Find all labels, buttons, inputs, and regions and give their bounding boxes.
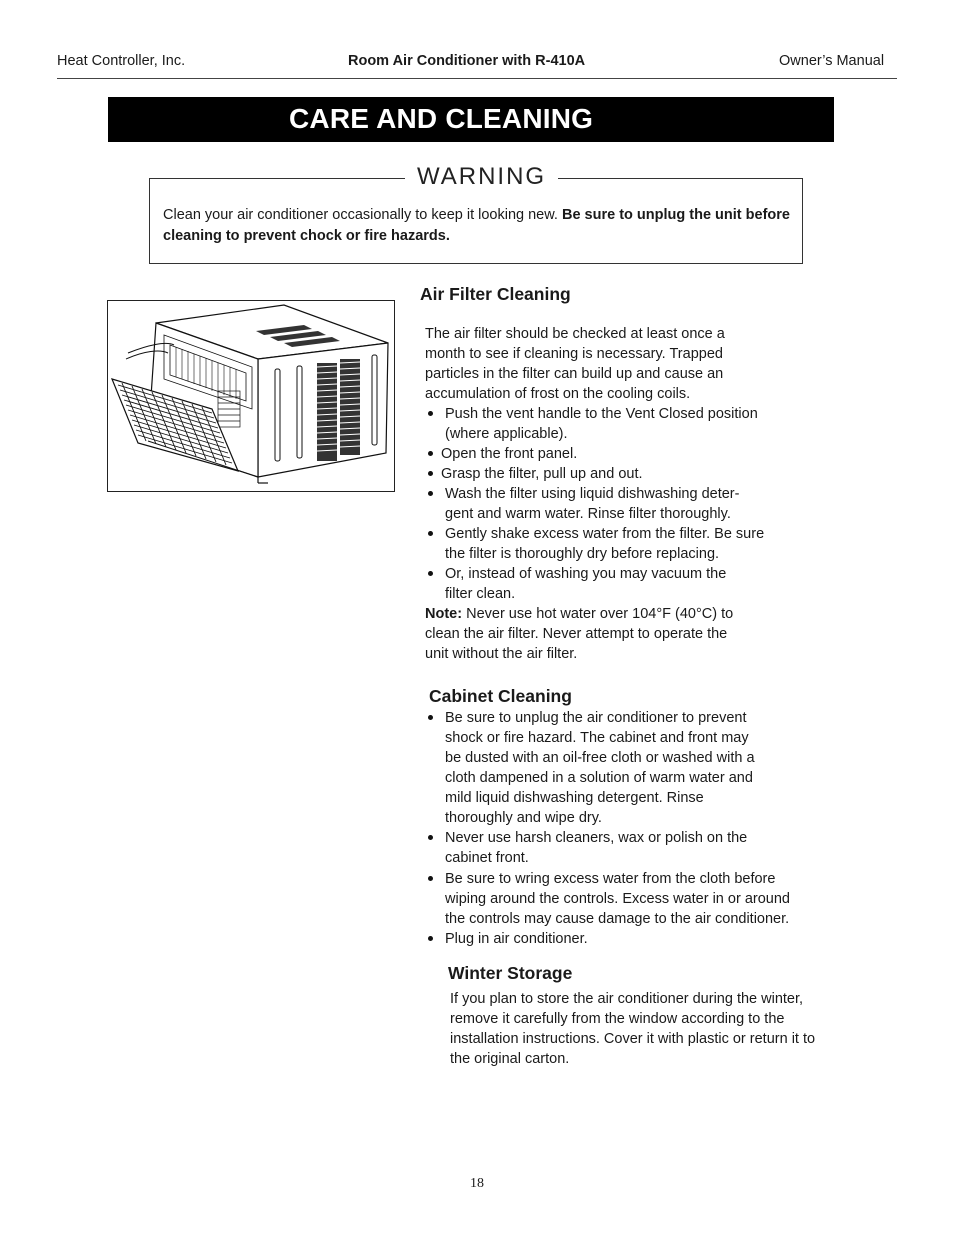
bullet-text: Gently shake excess water from the filter. Be sure the filter is thoroughly dry before replacing. (445, 526, 765, 562)
list-item (428, 484, 753, 524)
list-item (428, 708, 763, 828)
bullet-text: Grasp the filter, pull up and out. (441, 466, 643, 482)
list-item (428, 828, 763, 868)
header-manual-label: Owner’s Manual (779, 53, 885, 69)
bullet-icon (428, 835, 433, 840)
note-temperature: 104°F (40°C) (632, 606, 718, 622)
list-item (428, 404, 773, 444)
winter-storage-text: If you plan to store the air conditioner during the winter, remove it carefully from the window according to the installation instructions. Cover it with plastic or return it to the original carton. (450, 991, 816, 1067)
warning-body: Clean your air conditioner occasionally to keep it looking new. (163, 207, 562, 223)
list-item (428, 444, 773, 464)
section-banner (108, 97, 834, 142)
cabinet-heading: Cabinet Cleaning (429, 686, 572, 706)
note-text-1: Never use hot water over (462, 606, 633, 622)
bullet-icon (428, 936, 433, 941)
section-title: CARE AND CLEANING (289, 103, 594, 134)
list-item (428, 929, 808, 949)
bullet-icon (428, 411, 433, 416)
header-divider (57, 78, 897, 79)
air-conditioner-drawing (108, 301, 394, 491)
bullet-text: Never use harsh cleaners, wax or polish on the cabinet front. (445, 830, 748, 866)
bullet-icon (428, 491, 433, 496)
header-document-title: Room Air Conditioner with R-410A (348, 53, 586, 69)
list-item (428, 464, 773, 484)
note-label: Note: (425, 606, 463, 622)
bullet-icon (428, 715, 433, 720)
bullet-text: Plug in air conditioner. (445, 931, 588, 947)
air-filter-intro: The air filter should be checked at least once a month to see if cleaning is necessary. Trapped particles in the filter can build up and cause an accumulation of frost on the cooling coils. (425, 326, 725, 402)
header-company: Heat Controller, Inc. (57, 53, 186, 69)
bullet-text: Be sure to wring excess water from the cloth before wiping around the controls. Excess water in or around the controls may cause damage to the air conditioner. (445, 871, 790, 927)
list-item (428, 564, 748, 604)
warning-text (163, 205, 793, 246)
page-number: 18 (470, 1176, 484, 1191)
bullet-icon (428, 471, 433, 476)
bullet-text: Wash the filter using liquid dishwashing deter- gent and warm water. Rinse filter thoroughly. (445, 486, 740, 522)
bullet-icon (428, 531, 433, 536)
bullet-text: Or, instead of washing you may vacuum the filter clean. (445, 566, 727, 602)
bullet-icon (428, 451, 433, 456)
warning-title: WARNING (405, 163, 558, 191)
air-filter-note (425, 604, 745, 664)
air-conditioner-illustration (107, 300, 395, 492)
list-item (428, 869, 808, 929)
bullet-text: Be sure to unplug the air conditioner to prevent shock or fire hazard. The cabinet and front may be dusted with an oil-free cloth or washed with a cloth dampened in a solution of warm water and mild liquid dishwashing detergent. Rinse thoroughly and wipe dry. (445, 710, 755, 826)
warning-bold: Be sure to unplug the unit before cleaning to prevent chock or fire hazards. (163, 207, 790, 244)
winter-storage-heading: Winter Storage (448, 963, 573, 983)
air-filter-heading: Air Filter Cleaning (420, 284, 571, 304)
bullet-text: Open the front panel. (441, 446, 578, 462)
bullet-text: Push the vent handle to the Vent Closed position (where applicable). (445, 406, 758, 442)
list-item (428, 524, 773, 564)
bullet-icon (428, 571, 433, 576)
bullet-icon (428, 876, 433, 881)
note-text-2: to clean the air filter. Never attempt to operate the unit without the air filter. (425, 606, 734, 662)
